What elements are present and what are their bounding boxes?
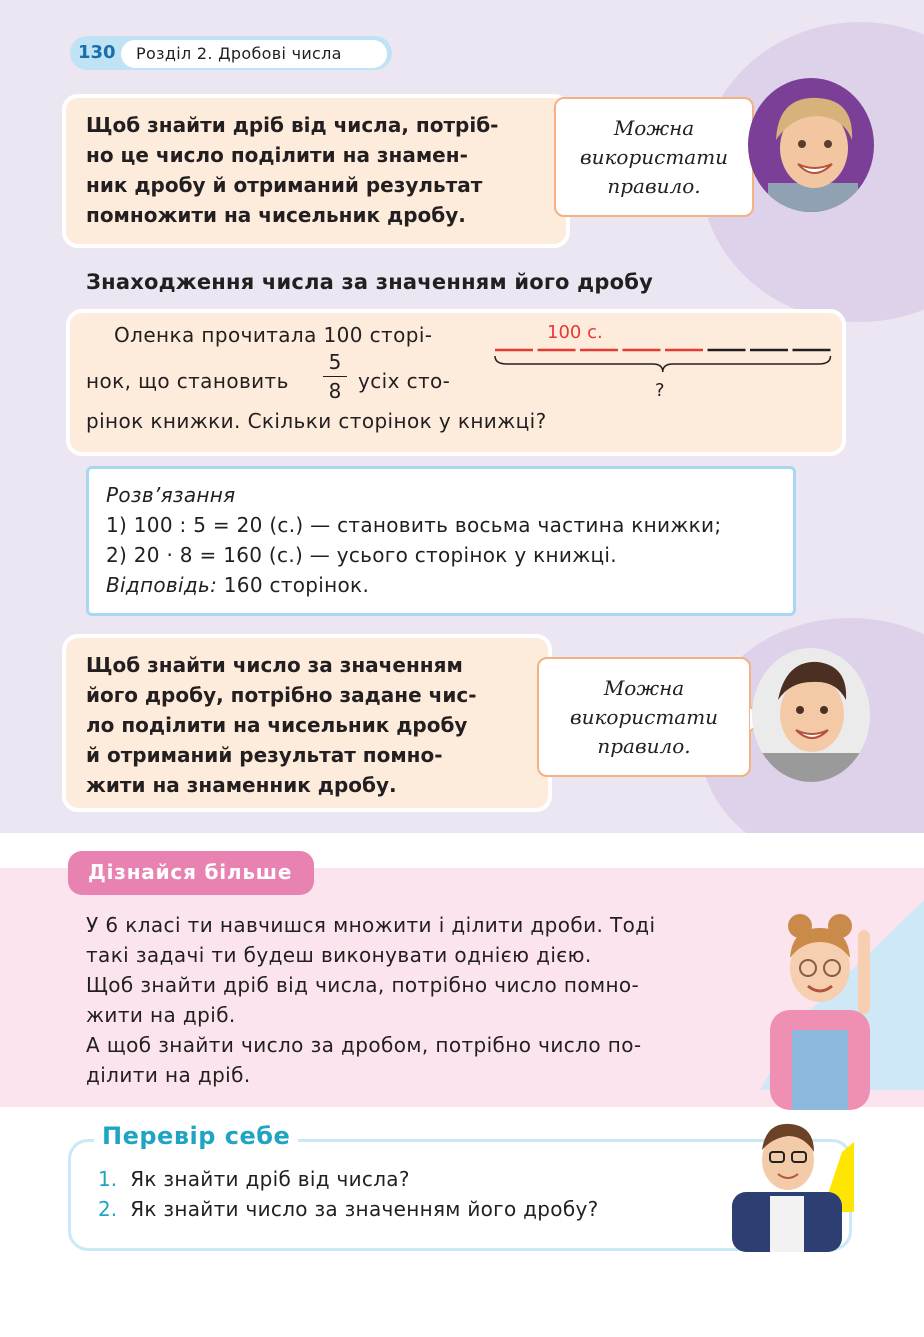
question-number: 2.: [98, 1197, 118, 1221]
rule-line: но це число поділити на знамен-: [86, 143, 468, 167]
check-yourself-title: Перевір себе: [94, 1122, 298, 1150]
answer-value: 160 сторінок.: [217, 573, 370, 597]
learn-more-line: ділити на дріб.: [86, 1063, 251, 1087]
diagram-question: ?: [655, 380, 665, 401]
speech-bubble: [537, 657, 751, 777]
fraction-denominator: 8: [328, 379, 342, 403]
rule-text: [86, 110, 498, 230]
solution-title: Розв’язання: [106, 483, 236, 507]
learn-more-text: [86, 910, 655, 1090]
chapter-title: Розділ 2. Дробові числа: [136, 44, 342, 63]
problem-line: усіх сто-: [358, 369, 451, 393]
rule-line: Щоб знайти число за значенням: [86, 653, 463, 677]
rule-line: його дробу, потрібно задане чис-: [86, 683, 477, 707]
question-item: [98, 1197, 599, 1221]
avatar-boy-1: [748, 78, 874, 212]
learn-more-line: такі задачі ти будеш виконувати однією дією.: [86, 943, 592, 967]
speech-bubble: [554, 97, 754, 217]
learn-more-line: У 6 класі ти навчишся множити і ділити дроби. Тоді: [86, 913, 656, 937]
answer-label: Відповідь:: [106, 573, 218, 597]
solution-step: 2) 20 · 8 = 160 (с.) — усього сторінок у книжці.: [106, 543, 617, 567]
rule-box-fraction-of-number: [62, 94, 570, 248]
bubble-line: використати: [579, 144, 729, 169]
question-item: [98, 1167, 410, 1191]
page-number: 130: [78, 42, 116, 63]
solution-answer: [106, 570, 369, 600]
fraction: [323, 350, 347, 403]
learn-more-label: Дізнайся більше: [88, 860, 293, 884]
rule-box-number-from-fraction: [62, 634, 552, 812]
bubble-line: правило.: [607, 173, 701, 198]
section-heading: Знаходження числа за значенням його дробу: [86, 270, 653, 294]
rule-line: жити на знаменник дробу.: [86, 773, 397, 797]
bubble-line: Можна: [613, 115, 695, 140]
girl-illustration-icon: [740, 890, 924, 1110]
learn-more-line: А щоб знайти число за дробом, потрібно число по-: [86, 1033, 642, 1057]
problem-line: нок, що становить: [86, 369, 289, 393]
question-text: Як знайти число за значенням його дробу?: [130, 1197, 599, 1221]
rule-line: Щоб знайти дріб від числа, потріб-: [86, 113, 499, 137]
question-text: Як знайти дріб від числа?: [130, 1167, 410, 1191]
rule-line: ло поділити на чисельник дробу: [86, 713, 468, 737]
learn-more-line: Щоб знайти дріб від числа, потрібно число помно-: [86, 973, 640, 997]
boy-portrait-icon: [752, 648, 870, 782]
avatar-boy-2: [752, 648, 870, 782]
question-number: 1.: [98, 1167, 118, 1191]
problem-line: рінок книжки. Скільки сторінок у книжці?: [86, 409, 547, 433]
brace: [495, 356, 831, 372]
learn-more-line: жити на дріб.: [86, 1003, 236, 1027]
diagram-label: 100 с.: [547, 322, 603, 343]
rule-line: й отриманий результат помно-: [86, 743, 443, 767]
fraction-numerator: 5: [328, 350, 342, 374]
segment-diagram: [490, 340, 835, 380]
boy-portrait-icon: [748, 78, 874, 212]
solution-step: 1) 100 : 5 = 20 (с.) — становить восьма частина книжки;: [106, 513, 722, 537]
bubble-line: використати: [569, 704, 719, 729]
boy-with-glasses-illustration-icon: [722, 1112, 854, 1252]
problem-line: Оленка прочитала 100 сторі-: [114, 323, 433, 347]
rule-text: [86, 650, 477, 800]
fraction-bar: [323, 376, 347, 377]
rule-line: ник дробу й отриманий результат: [86, 173, 483, 197]
rule-line: помножити на чисельник дробу.: [86, 203, 466, 227]
bubble-line: правило.: [597, 733, 691, 758]
bubble-line: Можна: [603, 675, 685, 700]
